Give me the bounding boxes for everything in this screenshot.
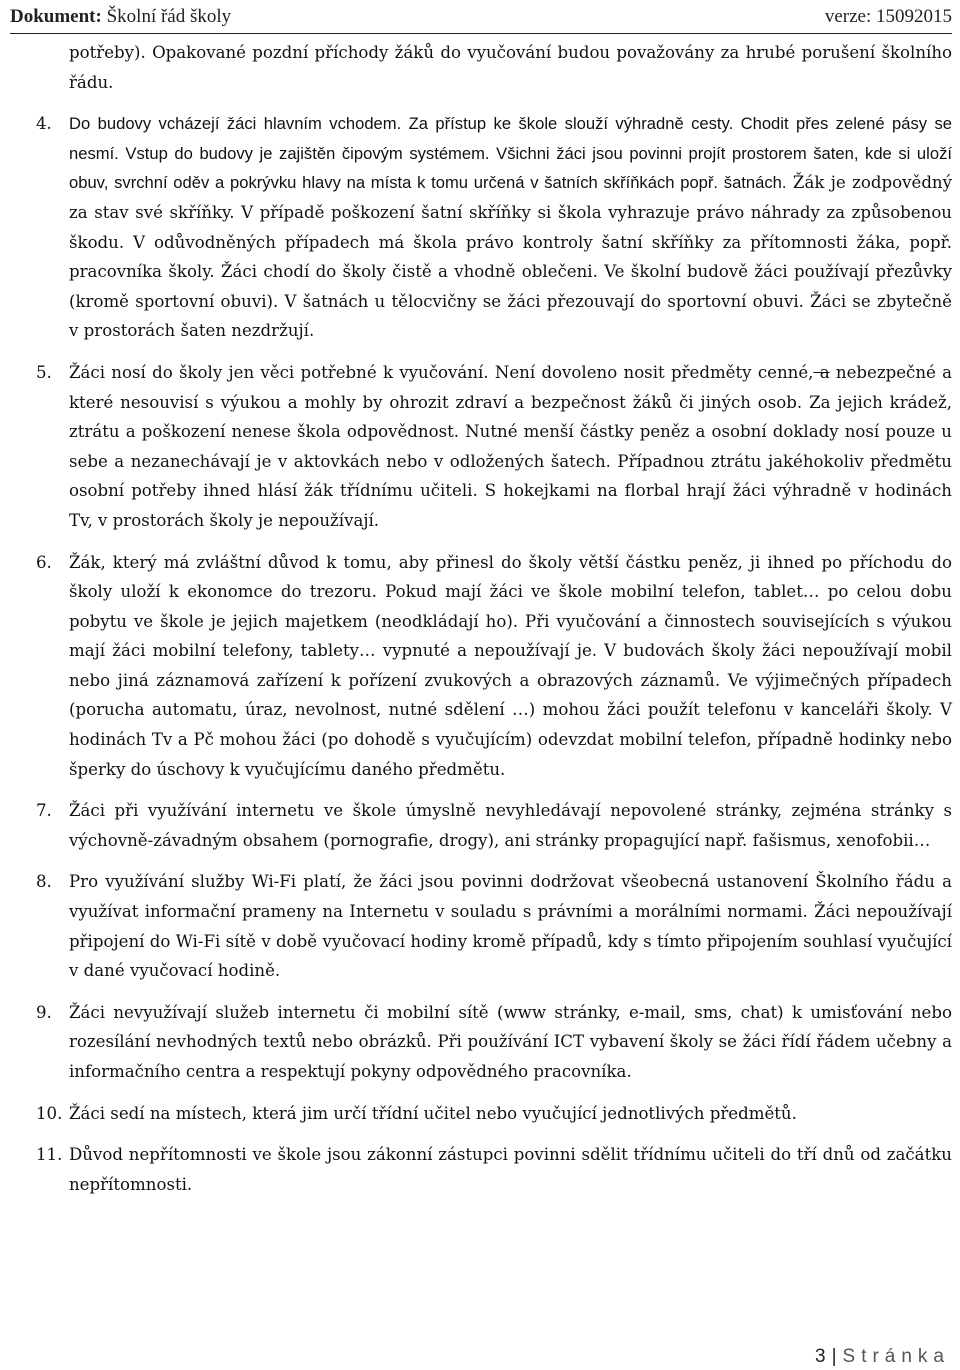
page-word: Stránka xyxy=(842,1346,950,1367)
item-number: 8. xyxy=(36,872,52,892)
item-number: 4. xyxy=(36,114,52,134)
list-item xyxy=(36,1099,952,1129)
item-text-continued: nebezpečné a které nesouvisí s výukou a mohly by ohrozit zdraví a bezpečnost žáků či jiných osob. Za jejich krádež, ztrátu a poškození nenese škola odpovědnost. Nutné menší částky peněz a osobní doklady nosí pouze u sebe a nezanechávají je v aktovkách nebo v odložených šatech. Případnou ztrátu jakéhokoliv předmětu osobní potřeby ihned hlásí žák třídnímu učiteli. S hokejkami na florbal hrají žáci výhradně v hodinách Tv, v prostorách školy je nepoužívají. xyxy=(69,362,952,530)
item-text: Žák, který má zvláštní důvod k tomu, aby přinesl do školy větší částku peněz, ji ihned po příchodu do školy uloží k ekonomce do trezoru. Pokud mají žáci ve škole mobilní telefon, tablet… po celou dobu pobytu ve škole je jejich majetkem (neodkládají ho). Při vyučování a činnostech souvisejících s výukou mají žáci mobilní telefony, tablety… vypnuté a nepoužívají je. V budovách školy žáci nepoužívají mobil nebo jiná záznamová zařízení k pořízení zvukových a obrazových záznamů. Ve výjimečných případech (porucha automatu, úraz, nevolnost, nutné sdělení …) mohou žáci použít telefonu v kanceláři školy. V hodinách Tv a Pč mohou žáci (po dohodě s vyučujícím) odevzdat mobilní telefon, případně hodinky nebo šperky do úschovy k vyučujícímu daného předmětu. xyxy=(69,552,952,779)
item-text: Žáci při využívání internetu ve škole úmyslně nevyhledávají nepovolené stránky, zejména stránky s výchovně-závadným obsahem (pornografie, drogy), ani stránky propagující např. fašismus, xenofobii… xyxy=(69,801,952,850)
item-text: Důvod nepřítomnosti ve škole jsou zákonní zástupci povinni sdělit třídnímu učiteli do tří dnů od začátku nepřítomnosti. xyxy=(69,1145,952,1194)
document-name: Školní řád školy xyxy=(106,5,232,27)
item-text: Žák je zodpovědný za stav své skříňky. V případě poškození šatní skříňky si škola vyhrazuje právo náhrady za způsobenou škodu. V odůvodněných případech má škola právo kontroly šatní skříňky za přítomnosti žáka, popř. pracovníka školy. Žáci chodí do školy čistě a vhodně oblečeni. Ve školní budově žáci používají přezůvky (kromě sportovní obuvi). V šatnách u tělocvičny se žáci přezouvají do sportovní obuvi. Žáci se zbytečně v prostorách šaten nezdržují. xyxy=(69,173,952,341)
list-item xyxy=(36,796,952,855)
item-number: 9. xyxy=(36,1002,52,1022)
item-number: 11. xyxy=(36,1145,63,1165)
item-text: Pro využívání služby Wi-Fi platí, že žáci jsou povinni dodržovat všeobecná ustanovení Školního řádu a využívat informační prameny na Internetu v souladu s právními a morálními normami. Žáci nepoužívají připojení do Wi-Fi sítě v době vyučovací hodiny kromě případů, kdy s tímto připojením souhlasí vyučující v dané vyučovací hodině. xyxy=(69,872,952,981)
list-item xyxy=(36,358,952,536)
document-body xyxy=(36,38,952,1211)
list-item xyxy=(36,867,952,985)
item-number: 10. xyxy=(36,1103,63,1123)
item-number: 6. xyxy=(36,552,52,572)
item-number: 7. xyxy=(36,801,52,821)
item-text: Žáci sedí na místech, která jim určí třídní učitel nebo vyučující jednotlivých předmětů. xyxy=(69,1103,797,1123)
page-footer xyxy=(815,1346,950,1368)
document-version: verze: 15092015 xyxy=(824,5,952,27)
item-number: 5. xyxy=(36,362,52,382)
list-item xyxy=(36,1140,952,1199)
list-item xyxy=(36,109,952,346)
item-text: Žáci nevyužívají služeb internetu či mobilní sítě (www stránky, e-mail, sms, chat) k umisťování nebo rozesílání nevhodných textů nebo obrázků. Při používání ICT vybavení školy se žáci řídí řádem učebny a informačního centra a respektují pokyny odpovědného pracovníka. xyxy=(69,1002,952,1081)
list-item xyxy=(36,998,952,1087)
page-header xyxy=(10,0,952,34)
list-item xyxy=(36,548,952,785)
footer-separator: | xyxy=(831,1346,837,1367)
document-label: Dokument: xyxy=(10,5,102,27)
struck-text: a xyxy=(813,362,830,382)
document-title xyxy=(10,6,231,28)
intro-paragraph: potřeby). Opakované pozdní příchody žáků do vyučování budou považovány za hrubé porušení školního řádu. xyxy=(69,43,952,92)
item-text-sans: Do budovy vcházejí žáci hlavním vchodem. Za přístup ke škole slouží výhradně cesty. Chodit přes zelené pásy se nesmí. Vstup do budovy je zajištěn čipovým systémem. Všichni žáci jsou povinni projít prostorem šaten, kde si uloží obuv, svrchní oděv a pokrývku hlavy na místa k tomu určená v šatních skříňkách popř. šatnách. xyxy=(69,114,952,193)
item-text: Žáci nosí do školy jen věci potřebné k vyučování. Není dovoleno nosit předměty cenné, xyxy=(69,362,814,382)
page-number: 3 xyxy=(815,1346,826,1367)
